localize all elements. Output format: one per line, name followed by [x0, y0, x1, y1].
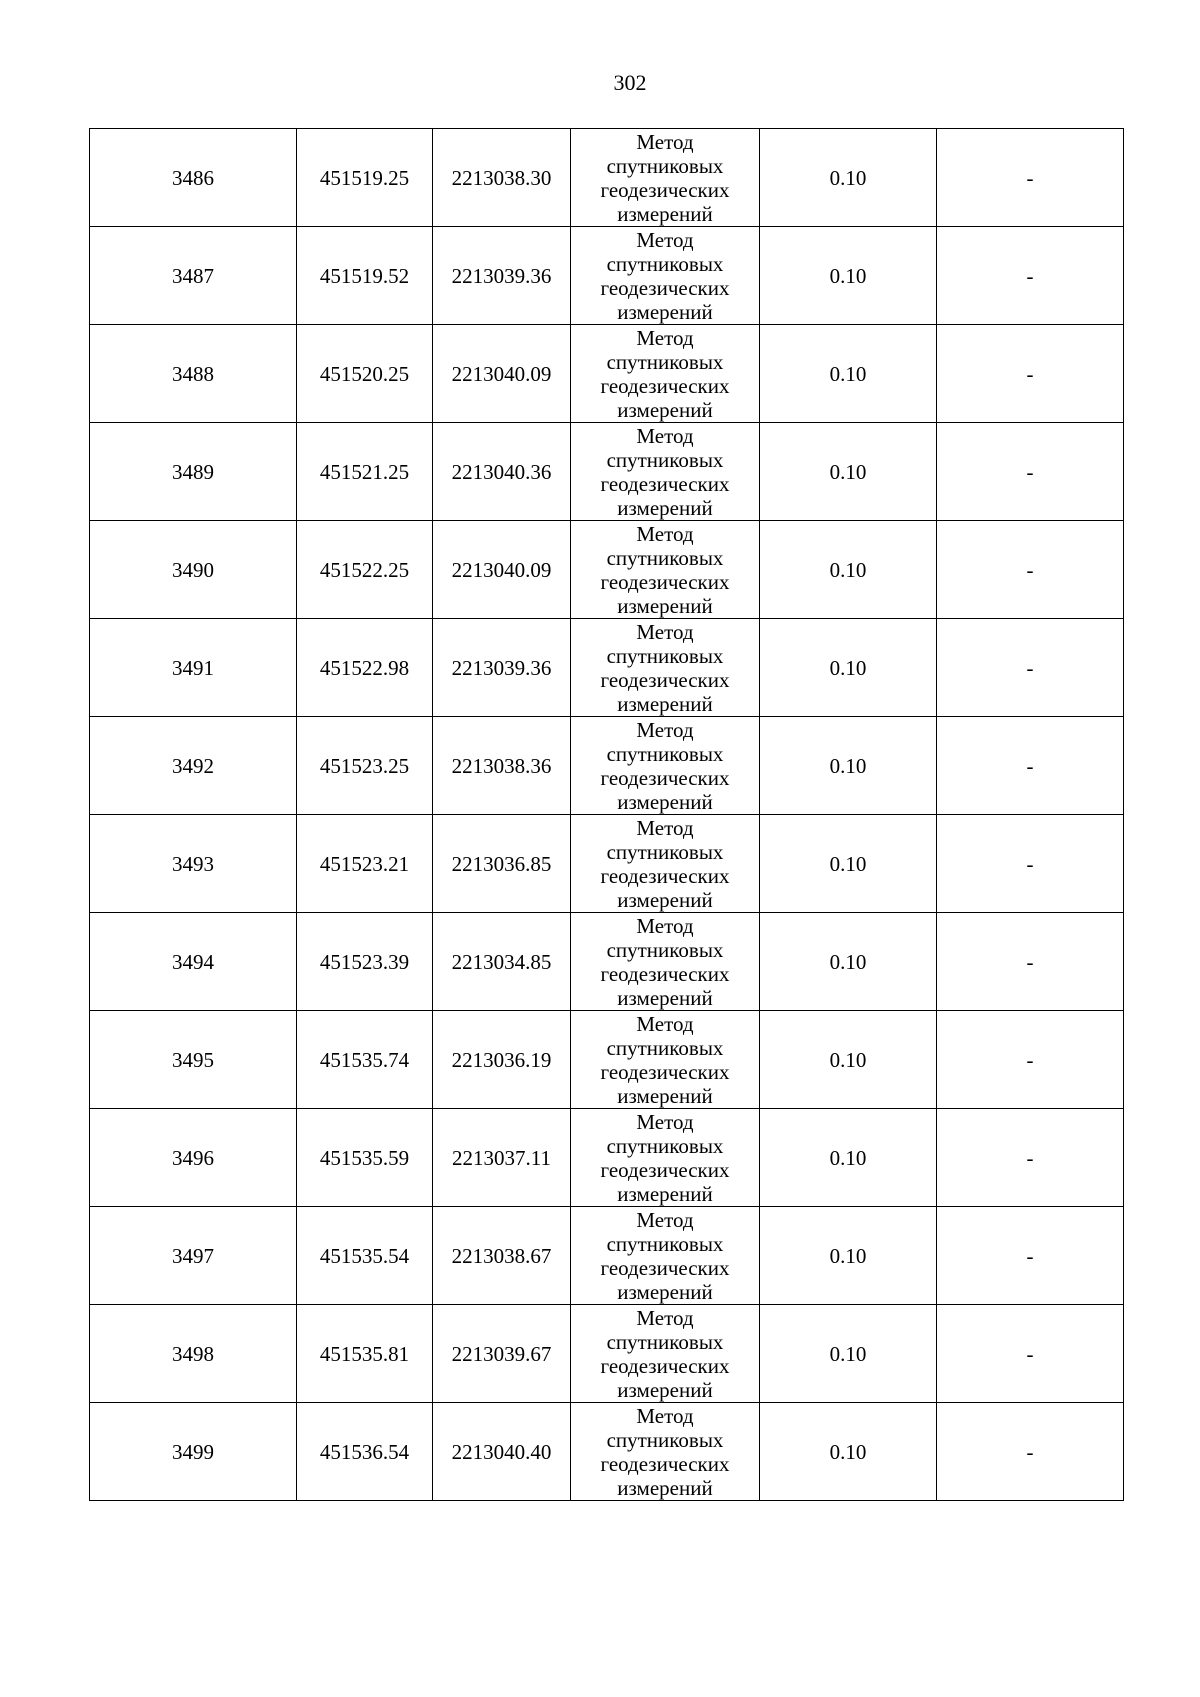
- method-cell: [571, 521, 760, 619]
- point-number-cell: 3489: [90, 423, 297, 521]
- accuracy-cell: 0.10: [760, 521, 937, 619]
- x-coordinate-cell: 451519.25: [297, 129, 433, 227]
- note-cell: -: [937, 227, 1124, 325]
- x-coordinate-cell: 451535.59: [297, 1109, 433, 1207]
- point-number-cell: 3491: [90, 619, 297, 717]
- method-text: Метод спутниковых геодезических измерений: [600, 227, 730, 324]
- method-text: Метод спутниковых геодезических измерений: [600, 129, 730, 226]
- note-cell: -: [937, 1207, 1124, 1305]
- accuracy-cell: 0.10: [760, 1403, 937, 1501]
- point-number-cell: 3494: [90, 913, 297, 1011]
- x-coordinate-cell: 451519.52: [297, 227, 433, 325]
- y-coordinate-cell: 2213038.30: [433, 129, 571, 227]
- method-cell: [571, 1109, 760, 1207]
- note-cell: -: [937, 1305, 1124, 1403]
- table-row: [90, 227, 1124, 325]
- x-coordinate-cell: 451523.25: [297, 717, 433, 815]
- accuracy-cell: 0.10: [760, 325, 937, 423]
- method-text: Метод спутниковых геодезических измерений: [600, 717, 730, 814]
- point-number-cell: 3487: [90, 227, 297, 325]
- point-number-cell: 3488: [90, 325, 297, 423]
- point-number-cell: 3498: [90, 1305, 297, 1403]
- point-number-cell: 3497: [90, 1207, 297, 1305]
- table-row: [90, 619, 1124, 717]
- method-text: Метод спутниковых геодезических измерений: [600, 913, 730, 1010]
- accuracy-cell: 0.10: [760, 717, 937, 815]
- note-cell: -: [937, 1011, 1124, 1109]
- x-coordinate-cell: 451523.39: [297, 913, 433, 1011]
- accuracy-cell: 0.10: [760, 619, 937, 717]
- method-cell: [571, 717, 760, 815]
- table-row: [90, 1011, 1124, 1109]
- y-coordinate-cell: 2213038.67: [433, 1207, 571, 1305]
- method-cell: [571, 423, 760, 521]
- table-row: [90, 815, 1124, 913]
- note-cell: -: [937, 1109, 1124, 1207]
- table-row: [90, 325, 1124, 423]
- table-row: [90, 423, 1124, 521]
- accuracy-cell: 0.10: [760, 815, 937, 913]
- y-coordinate-cell: 2213034.85: [433, 913, 571, 1011]
- accuracy-cell: 0.10: [760, 227, 937, 325]
- point-number-cell: 3495: [90, 1011, 297, 1109]
- x-coordinate-cell: 451521.25: [297, 423, 433, 521]
- y-coordinate-cell: 2213037.11: [433, 1109, 571, 1207]
- method-text: Метод спутниковых геодезических измерений: [600, 619, 730, 716]
- x-coordinate-cell: 451535.81: [297, 1305, 433, 1403]
- method-cell: [571, 129, 760, 227]
- method-cell: [571, 1305, 760, 1403]
- note-cell: -: [937, 1403, 1124, 1501]
- note-cell: -: [937, 913, 1124, 1011]
- table-row: [90, 1403, 1124, 1501]
- method-cell: [571, 325, 760, 423]
- method-text: Метод спутниковых геодезических измерений: [600, 1305, 730, 1402]
- x-coordinate-cell: 451535.54: [297, 1207, 433, 1305]
- method-text: Метод спутниковых геодезических измерений: [600, 423, 730, 520]
- y-coordinate-cell: 2213040.09: [433, 325, 571, 423]
- method-text: Метод спутниковых геодезических измерений: [600, 1403, 730, 1500]
- note-cell: -: [937, 717, 1124, 815]
- method-text: Метод спутниковых геодезических измерений: [600, 325, 730, 422]
- method-cell: [571, 1207, 760, 1305]
- accuracy-cell: 0.10: [760, 1011, 937, 1109]
- y-coordinate-cell: 2213039.36: [433, 227, 571, 325]
- method-text: Метод спутниковых геодезических измерений: [600, 1109, 730, 1206]
- x-coordinate-cell: 451535.74: [297, 1011, 433, 1109]
- method-text: Метод спутниковых геодезических измерений: [600, 1011, 730, 1108]
- table-row: [90, 1305, 1124, 1403]
- y-coordinate-cell: 2213039.67: [433, 1305, 571, 1403]
- method-cell: [571, 815, 760, 913]
- accuracy-cell: 0.10: [760, 1109, 937, 1207]
- accuracy-cell: 0.10: [760, 423, 937, 521]
- accuracy-cell: 0.10: [760, 1207, 937, 1305]
- y-coordinate-cell: 2213036.85: [433, 815, 571, 913]
- point-number-cell: 3490: [90, 521, 297, 619]
- method-text: Метод спутниковых геодезических измерений: [600, 815, 730, 912]
- point-number-cell: 3499: [90, 1403, 297, 1501]
- accuracy-cell: 0.10: [760, 129, 937, 227]
- y-coordinate-cell: 2213040.36: [433, 423, 571, 521]
- table-row: [90, 1207, 1124, 1305]
- accuracy-cell: 0.10: [760, 1305, 937, 1403]
- method-cell: [571, 913, 760, 1011]
- method-cell: [571, 1403, 760, 1501]
- y-coordinate-cell: 2213036.19: [433, 1011, 571, 1109]
- table-row: [90, 1109, 1124, 1207]
- method-text: Метод спутниковых геодезических измерений: [600, 1207, 730, 1304]
- y-coordinate-cell: 2213040.09: [433, 521, 571, 619]
- note-cell: -: [937, 815, 1124, 913]
- point-number-cell: 3486: [90, 129, 297, 227]
- point-number-cell: 3493: [90, 815, 297, 913]
- x-coordinate-cell: 451522.98: [297, 619, 433, 717]
- note-cell: -: [937, 129, 1124, 227]
- note-cell: -: [937, 325, 1124, 423]
- page-number: 302: [613, 70, 647, 95]
- method-cell: [571, 619, 760, 717]
- method-text: Метод спутниковых геодезических измерений: [600, 521, 730, 618]
- x-coordinate-cell: 451536.54: [297, 1403, 433, 1501]
- accuracy-cell: 0.10: [760, 913, 937, 1011]
- note-cell: -: [937, 619, 1124, 717]
- point-number-cell: 3492: [90, 717, 297, 815]
- table-row: [90, 913, 1124, 1011]
- method-cell: [571, 1011, 760, 1109]
- y-coordinate-cell: 2213039.36: [433, 619, 571, 717]
- table-row: [90, 717, 1124, 815]
- x-coordinate-cell: 451522.25: [297, 521, 433, 619]
- method-cell: [571, 227, 760, 325]
- y-coordinate-cell: 2213038.36: [433, 717, 571, 815]
- coordinates-table: [89, 128, 1124, 1501]
- note-cell: -: [937, 521, 1124, 619]
- table-row: [90, 521, 1124, 619]
- table-row: [90, 129, 1124, 227]
- note-cell: -: [937, 423, 1124, 521]
- x-coordinate-cell: 451523.21: [297, 815, 433, 913]
- y-coordinate-cell: 2213040.40: [433, 1403, 571, 1501]
- coordinates-table-body: [90, 129, 1124, 1501]
- point-number-cell: 3496: [90, 1109, 297, 1207]
- x-coordinate-cell: 451520.25: [297, 325, 433, 423]
